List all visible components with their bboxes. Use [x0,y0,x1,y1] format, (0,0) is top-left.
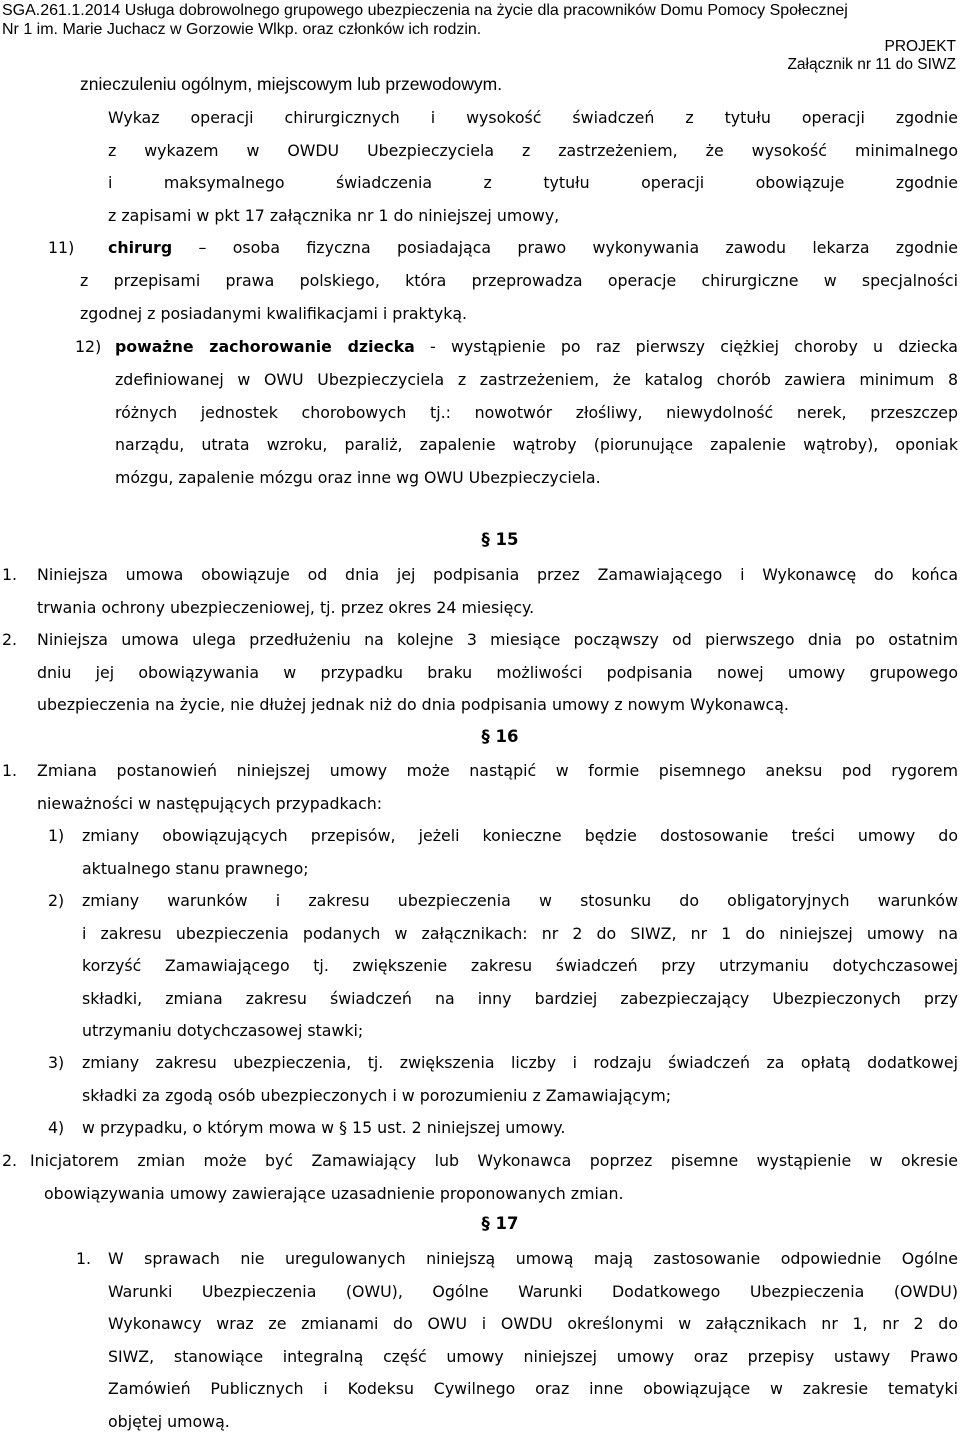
list-item [82,820,958,885]
definition-text: – osoba fizyczna posiadająca prawo wykonywania zawodu lekarza zgodnie [172,238,958,257]
paragraph-line: Niniejsza umowa ulega przedłużeniu na kolejne 3 miesiące począwszy od pierwszego dnia po ostatnim [37,624,958,657]
paragraph-line: i zakresu ubezpieczenia podanych w załącznikach: nr 2 do SIWZ, nr 1 do niniejszej umowy na [82,918,958,951]
paragraph-line: dniu jej obowiązywania w przypadku braku możliwości podpisania nowej umowy grupowego [37,657,958,690]
paragraph-number: 1. [76,1243,91,1276]
definition-term: poważne zachorowanie dziecka [115,337,415,356]
paragraph-line [115,331,958,364]
paragraph-line: składki, zmiana zakresu świadczeń na inny bardziej zabezpieczający Ubezpieczonych przy [82,983,958,1016]
projekt-label: PROJEKT [885,38,956,56]
paragraph-line: w przypadku, o którym mowa w § 15 ust. 2 niniejszej umowy. [82,1112,958,1145]
paragraph-line: W sprawach nie uregulowanych niniejszą umową mają zastosowanie odpowiednie Ogólne [108,1243,958,1276]
paragraph-line: zmiany zakresu ubezpieczenia, tj. zwiększenia liczby i rodzaju świadczeń za opłatą dodatkowej [82,1047,958,1080]
paragraph-line: zmiany warunków i zakresu ubezpieczenia w stosunku do obligatoryjnych warunków [82,885,958,918]
definition-term: chirurg [108,238,172,257]
definition-text: - wystąpienie po raz pierwszy ciężkiej choroby u dziecka [415,337,958,356]
list-item-number: 3) [48,1047,64,1080]
sec15-paragraph-2 [37,624,958,722]
paragraph-line: trwania ochrony ubezpieczeniowej, tj. przez okres 24 miesięcy. [37,592,958,625]
paragraph-line: nieważności w następujących przypadkach: [37,788,958,821]
paragraph-line: Wykonawcy wraz ze zmianami do OWU i OWDU określonymi w załącznikach nr 1, nr 2 do [108,1308,958,1341]
paragraph-line: z przepisami prawa polskiego, która przeprowadza operacje chirurgiczne w specjalności [80,265,958,298]
list-item [82,885,958,1048]
paragraph-line: i maksymalnego świadczenia z tytułu operacji obowiązuje zgodnie [108,167,958,200]
definition-serious-illness [115,331,958,364]
paragraph-line: z wykazem w OWDU Ubezpieczyciela z zastrzeżeniem, że wysokość minimalnego [108,135,958,168]
paragraph-line: Warunki Ubezpieczenia (OWU), Ogólne Warunki Dodatkowego Ubezpieczenia (OWDU) [108,1276,958,1309]
sec16-paragraph-2-cont [44,1178,958,1211]
continuation-text: znieczuleniu ogólnym, miejscowym lub przewodowym. [80,74,502,95]
paragraph-number: 1. [2,755,17,788]
paragraph-number: 1. [2,559,17,592]
definition-serious-illness-cont [115,364,958,494]
definition-number: 11) [48,232,74,265]
paragraph-line: Zmiana postanowień niniejszej umowy może nastąpić w formie pisemnego aneksu pod rygorem [37,755,958,788]
list-item [82,1112,958,1145]
paragraph-line: różnych jednostek chorobowych tj.: nowotwór złośliwy, niewydolność nerek, przeszczep [115,397,958,430]
paragraph-line: mózgu, zapalenie mózgu oraz inne wg OWU Ubezpieczyciela. [115,462,958,495]
paragraph-line: zgodnej z posiadanymi kwalifikacjami i praktyką. [80,298,958,331]
definition-chirurg [108,232,958,265]
sec16-paragraph-2 [30,1145,958,1178]
paragraph-line: Inicjatorem zmian może być Zamawiający lub Wykonawca poprzez pisemne wystąpienie w okresie [30,1145,958,1178]
list-item-number: 2) [48,885,64,918]
definition-chirurg-cont [80,265,958,330]
wykaz-paragraph [108,102,958,232]
paragraph-line: Niniejsza umowa obowiązuje od dnia jej podpisania przez Zamawiającego i Wykonawcę do końca [37,559,958,592]
paragraph-number: 2. [2,624,17,657]
section-heading-16: § 16 [0,727,960,746]
section-heading-17: § 17 [0,1214,960,1233]
sec17-paragraph-1 [108,1243,958,1438]
paragraph-line: Zamówień Publicznych i Kodeksu Cywilnego oraz inne obowiązujące w zakresie tematyki [108,1373,958,1406]
paragraph-line: składki za zgodą osób ubezpieczonych i w porozumieniu z Zamawiającym; [82,1080,958,1113]
paragraph-line: ubezpieczenia na życie, nie dłużej jednak niż do dnia podpisania umowy z nowym Wykonawcą. [37,689,958,722]
sec15-paragraph-1 [37,559,958,624]
header-title-line1: SGA.261.1.2014 Usługa dobrowolnego grupowego ubezpieczenia na życie dla pracowników Domu Pomocy Społecznej [2,2,848,20]
paragraph-line: Wykaz operacji chirurgicznych i wysokość świadczeń z tytułu operacji zgodnie [108,102,958,135]
list-item [82,1047,958,1112]
section-heading-15: § 15 [0,530,960,549]
paragraph-line: obowiązywania umowy zawierające uzasadnienie proponowanych zmian. [44,1178,958,1211]
paragraph-line: narządu, utrata wzroku, paraliż, zapalenie wątroby (piorunujące zapalenie wątroby), oponiak [115,429,958,462]
paragraph-line: korzyść Zamawiającego tj. zwiększenie zakresu świadczeń przy utrzymaniu dotychczasowej [82,950,958,983]
list-item-number: 4) [48,1112,64,1145]
paragraph-line: utrzymaniu dotychczasowej stawki; [82,1015,958,1048]
paragraph-number: 2. [2,1145,17,1178]
paragraph-line: objętej umową. [108,1406,958,1438]
sec16-paragraph-1 [37,755,958,820]
attachment-label: Załącznik nr 11 do SIWZ [787,56,956,74]
definition-number: 12) [75,331,101,364]
paragraph-line: SIWZ, stanowiące integralną część umowy niniejszej umowy oraz przepisy ustawy Prawo [108,1341,958,1374]
paragraph-line: aktualnego stanu prawnego; [82,853,958,886]
header-title-line2: Nr 1 im. Marie Juchacz w Gorzowie Wlkp. oraz członków ich rodzin. [2,21,481,39]
paragraph-line: z zapisami w pkt 17 załącznika nr 1 do niniejszej umowy, [108,200,958,233]
list-item-number: 1) [48,820,64,853]
paragraph-line: zmiany obowiązujących przepisów, jeżeli konieczne będzie dostosowanie treści umowy do [82,820,958,853]
paragraph-line: zdefiniowanej w OWU Ubezpieczyciela z zastrzeżeniem, że katalog chorób zawiera minimum 8 [115,364,958,397]
paragraph-line [108,232,958,265]
